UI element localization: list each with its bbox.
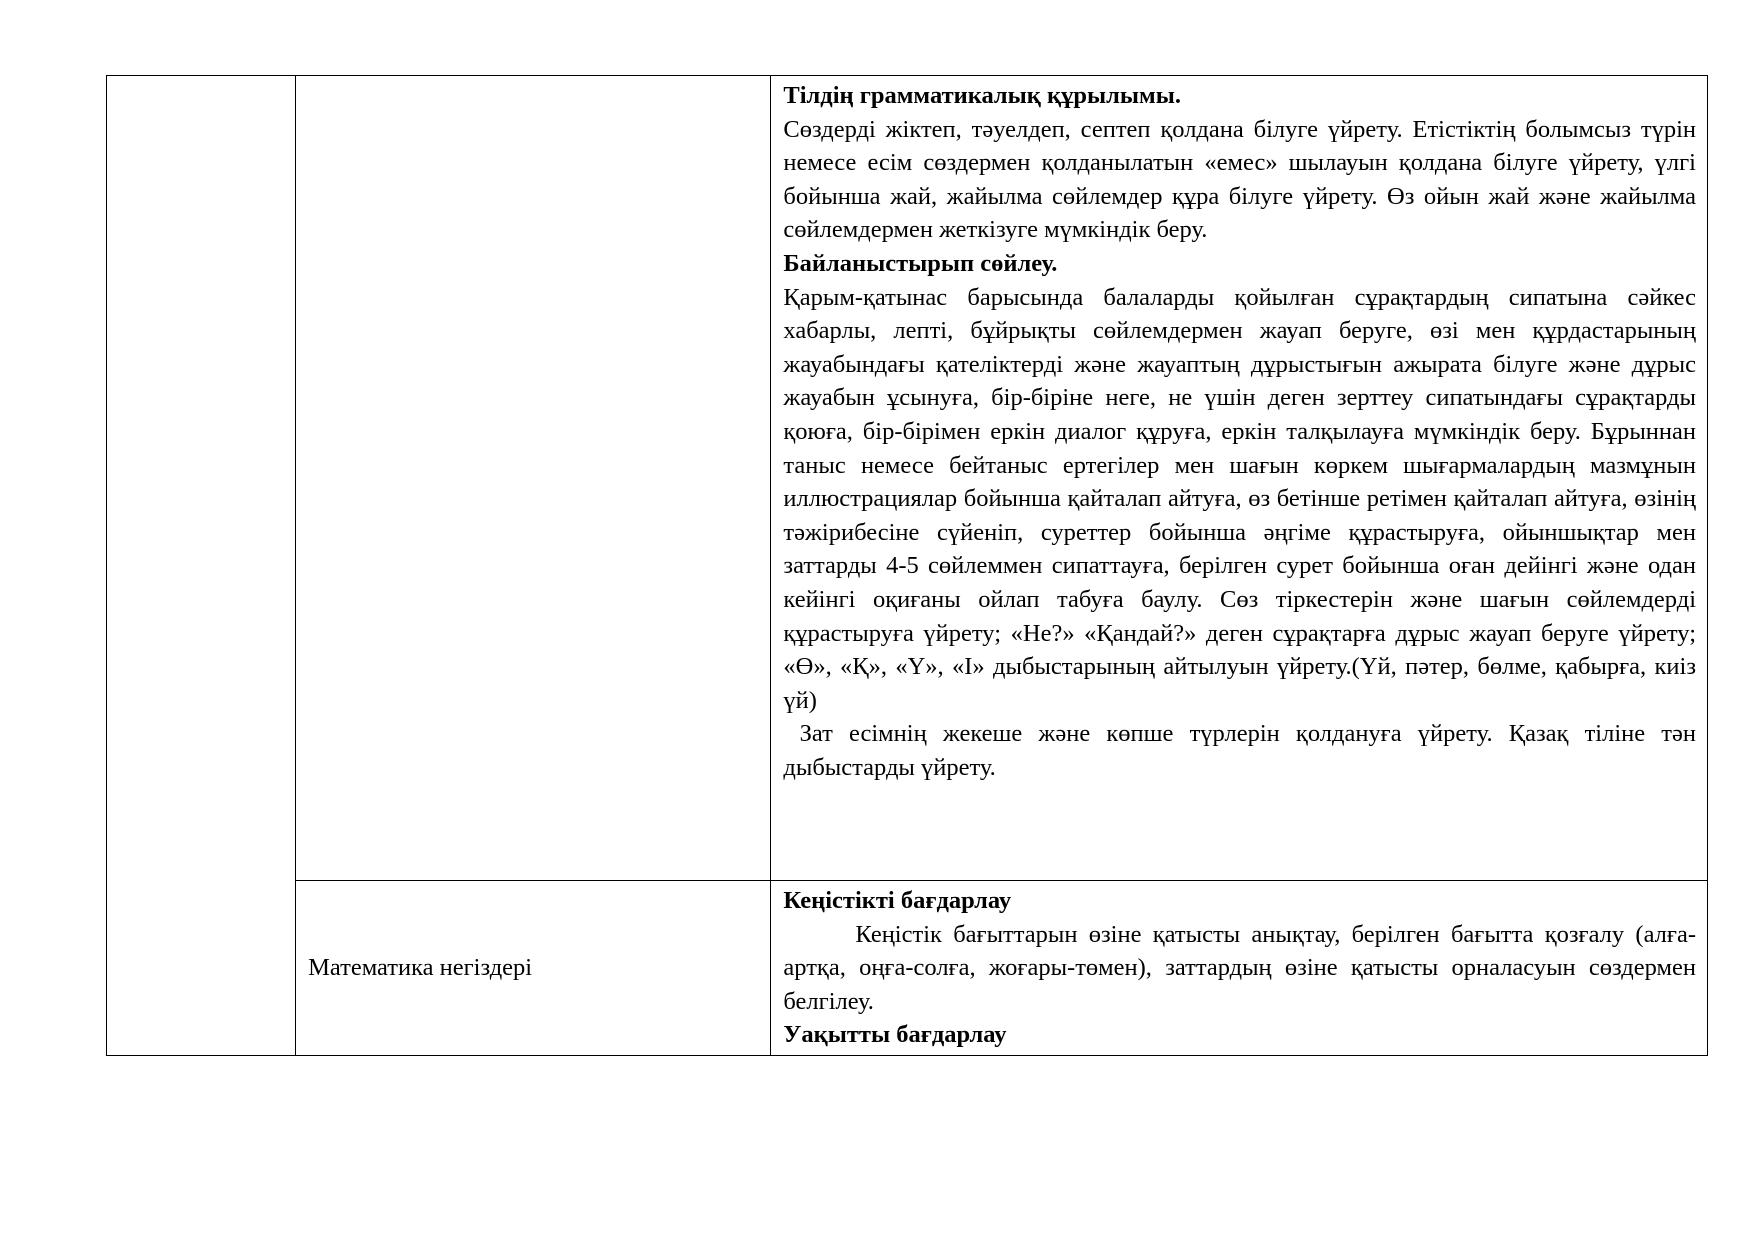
content-block — [783, 79, 1703, 784]
section-cell — [107, 76, 296, 1056]
section-heading: Кеңістікті бағдарлау — [783, 887, 1012, 914]
table-row — [107, 76, 1708, 881]
subject-cell — [296, 881, 771, 1056]
content-cell — [771, 881, 1708, 1056]
table-row — [107, 881, 1708, 1056]
paragraph: Кеңістік бағыттарын өзіне қатысты анықтау, берілген бағытта қозғалу (алға-артқа, оңға-солға, жоғары-төмен), заттардың өзіне қатысты орналасуын сөздермен белгілеу. — [783, 920, 1696, 1015]
subject-cell — [296, 76, 771, 881]
paragraph: Сөздерді жіктеп, тәуелдеп, септеп қолдана білуге үйрету. Етістіктің болымсыз түрін немесе есім сөздермен қолданылатын «емес» шылауын қолдана білуге үйрету, үлгі бойынша жай, жайылма сөйлемдер құра білуге үйрету. Өз ойын жай және жайылма сөйлемдермен жеткізуге мүмкіндік беру. — [783, 115, 1696, 244]
content-cell — [771, 76, 1708, 881]
paragraph: Зат есімнің жекеше және көпше түрлерін қолдануға үйрету. Қазақ тіліне тән дыбыстарды үйрету. — [783, 720, 1703, 781]
paragraph: Қарым-қатынас барысында балаларды қойылған сұрақтардың сипатына сәйкес хабарлы, лепті, бұйрықты сөйлемдермен жауап беруге, өзі мен құрдастарының жауабындағы қателіктерді және жауаптың дұрыстығын ажырата білуге және дұрыс жауабын ұсынуға, бір-біріне неге, не үшін деген зерттеу сипатындағы сұрақтарды қоюға, бір-бірімен еркін диалог құруға, еркін талқылауға мүмкіндік беру. Бұрыннан таныс немесе бейтаныс ертегілер мен шағын көркем шығармалардың мазмұнын иллюстрациялар бойынша қайталап айтуға, өз бетінше ретімен қайталап айтуға, өзінің тәжірибесіне сүйеніп, суреттер бойынша әңгіме құрастыруға, ойыншықтар мен заттарды 4-5 сөйлеммен сипаттауға, берілген сурет бойынша оған дейінгі және одан кейінгі оқиғаны ойлап табуға баулу. Сөз тіркестерін және шағын сөйлемдерді құрастыруға үйрету; «Не?» «Қандай?» деген сұрақтарға дұрыс жауап беруге үйрету; «Ө», «Қ», «Ү», «І» дыбыстарының айтылуын үйрету.(Үй, пәтер, бөлме, қабырға, киіз үй) — [783, 283, 1696, 714]
curriculum-table — [106, 75, 1708, 1056]
section-heading: Уақытты бағдарлау — [783, 1021, 1007, 1049]
content-block — [783, 884, 1696, 1052]
subject-label: Математика негіздері — [308, 954, 533, 982]
section-heading: Тілдің грамматикалық құрылымы. — [783, 82, 1181, 109]
section-heading: Байланыстырып сөйлеу. — [783, 249, 1058, 277]
